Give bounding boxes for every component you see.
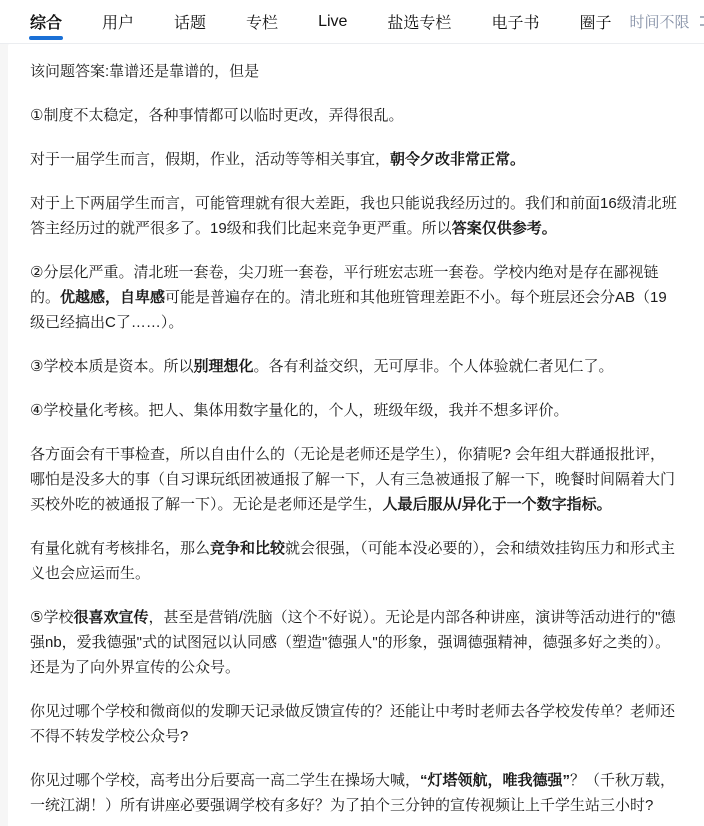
tab-users[interactable]: 用户 [102,15,135,32]
text-run: 可能是普遍存在的。清北班和其他班管理差距不小。每个班层还会分AB（19级已经搞出C了……）。 [30,289,667,331]
emphasis-text: 朝令夕改非常正常。 [390,151,526,168]
tab-comprehensive[interactable]: 综合 [30,0,62,43]
answer-body [30,59,678,818]
paragraph [30,699,678,749]
answer-card [8,44,704,826]
paragraph [30,147,678,172]
paragraph [30,103,678,128]
text-run: 对于一届学生而言，假期，作业，活动等等相关事宜， [30,151,391,168]
text-run: 各方面会有干事检查，所以自由什么的（无论是老师还是学生），你猜呢? 会年组大群通报批评，哪怕是没多大的事（自习课玩纸团被通报了解一下，人有三急被通报了解一下，晚餐时间隔着大门买校外吃的被通报了解一下）。无论是老师还是学生， [30,446,676,513]
paragraph [30,442,678,517]
text-run: 就会很强，（可能本没必要的），会和绩效挂钩压力和形式主义也会应运而生。 [30,540,676,582]
paragraph [30,605,678,680]
paragraph [30,191,678,241]
text-run: ②分层化严重。清北班一套卷，尖刀班一套卷，平行班宏志班一套卷。学校内绝对是存在鄙视链的。 [30,264,659,306]
tab-columns[interactable]: 专栏 [246,15,279,32]
tab-ebooks[interactable]: 电子书 [491,15,540,32]
time-filter-dropdown[interactable]: 时间不限 [629,14,690,31]
search-filter-bar [0,0,704,44]
paragraph [30,260,678,335]
emphasis-text: “灯塔领航，唯我德强” [420,772,571,789]
emphasis-text: 竞争和比较 [210,540,286,557]
text-run: 你见过哪个学校，高考出分后要高一高二学生在操场大喊， [30,772,421,789]
text-run: 。各有利益交织，无可厚非。个人体验就仁者见仁了。 [253,358,614,375]
tab-topics[interactable]: 话题 [174,15,207,32]
paragraph [30,398,678,423]
paragraph [30,536,678,586]
search-tabs [30,0,611,43]
paragraph [30,768,678,818]
emphasis-text: 人最后服从/异化于一个数字指标。 [382,496,612,513]
text-run: ③学校本质是资本。所以 [30,358,194,375]
tab-circles[interactable]: 圈子 [579,15,612,32]
tab-live[interactable]: Live [318,12,348,30]
clipped-next-filter-icon[interactable] [700,12,704,32]
paragraph [30,354,678,379]
emphasis-text: 优越感，自卑感 [60,289,166,306]
text-run: 对于上下两届学生而言，可能管理就有很大差距，我也只能说我经历过的。我们和前面16级清北班答主经历过的就严很多了。19级和我们比起来竞争更严重。所以 [30,195,677,237]
paragraph [30,59,678,84]
search-results-page [0,44,704,818]
text-run: 有量化就有考核排名，那么 [30,540,211,557]
text-run: ？（千秋万载，一统江湖！）所有讲座必要强调学校有多好？为了拍个三分钟的宣传视频让上千学生站三小时? [30,772,676,814]
emphasis-text: 很喜欢宣传 [73,609,149,626]
tab-yanxuan-columns[interactable]: 盐选专栏 [387,15,452,32]
text-run: 你见过哪个学校和微商似的发聊天记录做反馈宣传的？还能让中考时老师去各学校发传单？老师还不得不转发学校公众号? [30,703,676,745]
text-run: 该问题答案:靠谱还是靠谱的，但是 [30,63,260,80]
text-run: ⑤学校 [30,609,74,626]
emphasis-text: 别理想化 [193,358,254,375]
text-run: ，甚至是营销/洗脑（这个不好说）。无论是内部各种讲座，演讲等活动进行的"德强nb，爱我德强"式的试图冠以认同感（塑造"德强人"的形象，强调德强精神，德强多好之类的）。还是为了向外界宣传的公众号。 [30,609,676,676]
emphasis-text: 答案仅供参考。 [451,220,557,237]
text-run: ④学校量化考核。把人、集体用数字量化的，个人，班级年级，我并不想多评价。 [30,402,569,419]
text-run: ①制度不太稳定，各种事情都可以临时更改，弄得很乱。 [30,107,404,124]
